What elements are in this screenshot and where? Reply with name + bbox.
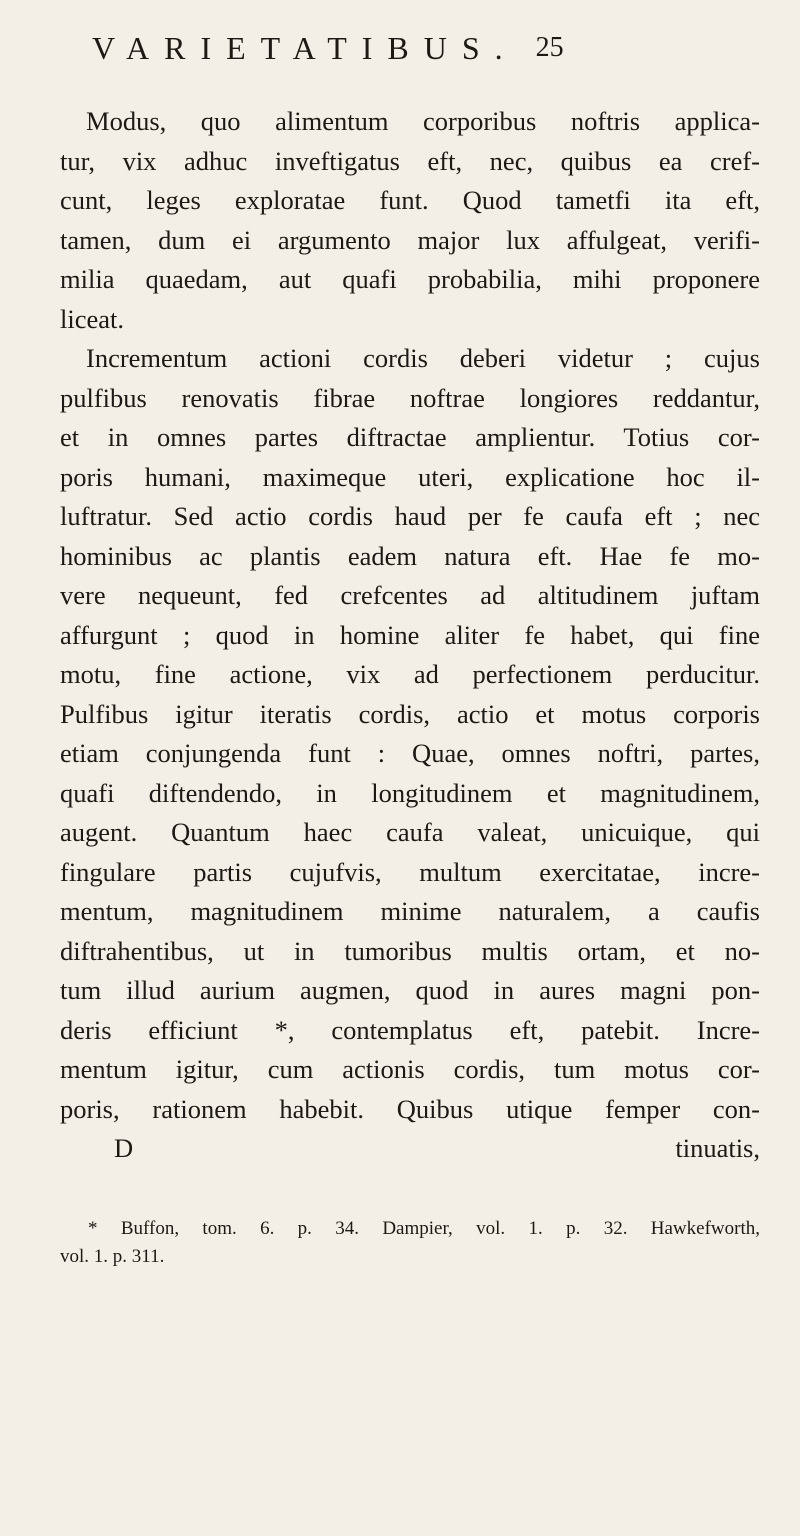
- footnote-line: * Buffon, tom. 6. p. 34. Dampier, vol. 1. p. 32. Hawkefworth,: [88, 1217, 760, 1239]
- body-text: [60, 102, 760, 1129]
- text-line: mentum igitur, cum actionis cordis, tum motus cor-: [60, 1054, 760, 1084]
- signature-mark: D: [114, 1133, 134, 1163]
- footnote-line: vol. 1. p. 311.: [60, 1245, 165, 1267]
- text-line: milia quaedam, aut quafi probabilia, mihi proponere: [60, 264, 760, 294]
- text-line: Incrementum actioni cordis deberi videtur ; cujus: [86, 343, 760, 373]
- running-head: VARIETATIBUS.: [92, 30, 518, 66]
- text-line: Pulfibus igitur iteratis cordis, actio et motus corporis: [60, 698, 760, 729]
- page-header: [60, 30, 760, 66]
- text-line: mentum, magnitudinem minime naturalem, a caufis: [60, 896, 760, 926]
- page-number: 25: [535, 32, 564, 63]
- text-line: poris, rationem habebit. Quibus utique femper con-: [60, 1093, 760, 1124]
- text-line: liceat.: [60, 303, 124, 334]
- text-line: fingulare partis cujufvis, multum exercitatae, incre-: [60, 856, 760, 887]
- text-line: tur, vix adhuc inveftigatus eft, nec, quibus ea cref-: [60, 145, 760, 176]
- text-line: augent. Quantum haec caufa valeat, unicuique, qui: [60, 817, 760, 847]
- footnote: [60, 1215, 760, 1271]
- text-line: tamen, dum ei argumento major lux affulgeat, verifi-: [60, 224, 760, 255]
- text-line: quafi diftendendo, in longitudinem et magnitudinem,: [60, 777, 760, 808]
- text-line: et in omnes partes diftractae amplientur. Totius cor-: [60, 422, 760, 452]
- catchword: tinuatis,: [675, 1133, 760, 1163]
- text-line: vere nequeunt, fed crefcentes ad altitudinem juftam: [60, 580, 760, 610]
- text-line: Modus, quo alimentum corporibus noftris applica-: [86, 106, 760, 136]
- text-line: deris efficiunt *, contemplatus eft, patebit. Incre-: [60, 1014, 760, 1045]
- text-line: motu, fine actione, vix ad perfectionem perducitur.: [60, 659, 760, 689]
- text-line: hominibus ac plantis eadem natura eft. Hae fe mo-: [60, 540, 760, 571]
- text-line: pulfibus renovatis fibrae noftrae longiores reddantur,: [60, 382, 760, 413]
- text-line: poris humani, maximeque uteri, explicatione hoc il-: [60, 461, 760, 492]
- text-line: luftratur. Sed actio cordis haud per fe caufa eft ; nec: [60, 501, 760, 531]
- text-line: tum illud aurium augmen, quod in aures magni pon-: [60, 975, 760, 1005]
- catch-line: [60, 1129, 760, 1169]
- text-line: cunt, leges exploratae funt. Quod tametfi ita eft,: [60, 185, 760, 215]
- text-line: diftrahentibus, ut in tumoribus multis ortam, et no-: [60, 935, 760, 966]
- text-line: affurgunt ; quod in homine aliter fe habet, qui fine: [60, 619, 760, 650]
- text-line: etiam conjungenda funt : Quae, omnes noftri, partes,: [60, 738, 760, 768]
